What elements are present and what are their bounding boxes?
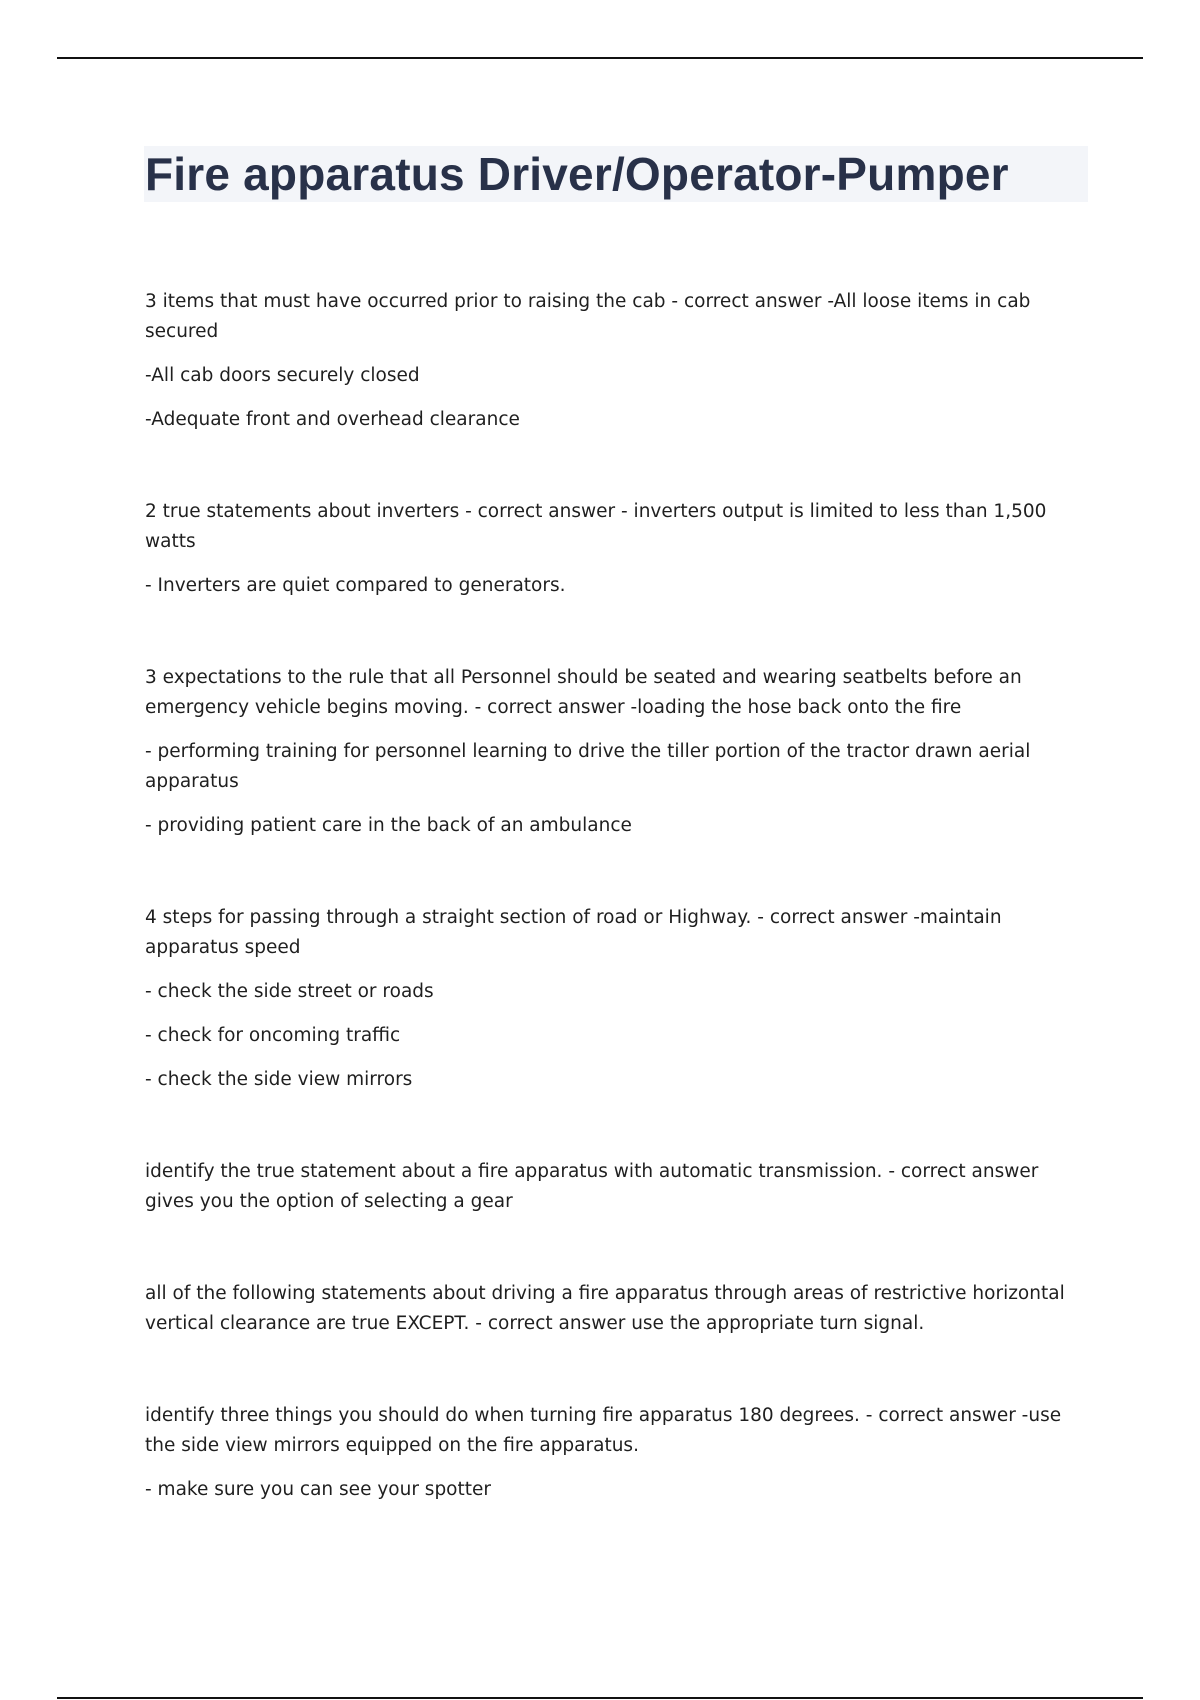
document-title: Fire apparatus Driver/Operator-Pumper bbox=[145, 148, 1009, 200]
qa-item bbox=[145, 1401, 1085, 1505]
qa-answer-line: -Adequate front and overhead clearance bbox=[145, 409, 520, 430]
document-body bbox=[145, 287, 1085, 1567]
qa-question-line: all of the following statements about driving a fire apparatus through areas of restrictive horizontal vertical clearance are true EXCEPT. - correct answer use the appropriate turn signal. bbox=[145, 1283, 1065, 1334]
qa-answer-line: - Inverters are quiet compared to generators. bbox=[145, 575, 566, 596]
qa-item bbox=[145, 1279, 1085, 1339]
qa-answer-line: - performing training for personnel learning to drive the tiller portion of the tractor drawn aerial apparatus bbox=[145, 741, 1031, 792]
qa-item bbox=[145, 903, 1085, 1095]
qa-answer-line: - check the side view mirrors bbox=[145, 1069, 413, 1090]
qa-question-line: identify the true statement about a fire apparatus with automatic transmission. - correct answer gives you the option of selecting a gear bbox=[145, 1161, 1039, 1212]
qa-question-line: 4 steps for passing through a straight section of road or Highway. - correct answer -maintain apparatus speed bbox=[145, 907, 1002, 958]
qa-answer-line: - providing patient care in the back of an ambulance bbox=[145, 815, 632, 836]
qa-answer-line: - check for oncoming traffic bbox=[145, 1025, 401, 1046]
qa-item bbox=[145, 663, 1085, 841]
qa-item bbox=[145, 497, 1085, 601]
qa-question-line: 2 true statements about inverters - correct answer - inverters output is limited to less than 1,500 watts bbox=[145, 501, 1047, 552]
qa-question-line: 3 expectations to the rule that all Personnel should be seated and wearing seatbelts before an emergency vehicle begins moving. - correct answer -loading the hose back onto the fire bbox=[145, 667, 1022, 718]
qa-answer-line: - check the side street or roads bbox=[145, 981, 434, 1002]
qa-question-line: 3 items that must have occurred prior to raising the cab - correct answer -All loose items in cab secured bbox=[145, 291, 1031, 342]
top-rule bbox=[57, 57, 1143, 59]
qa-item bbox=[145, 287, 1085, 435]
qa-item bbox=[145, 1157, 1085, 1217]
qa-answer-line: - make sure you can see your spotter bbox=[145, 1479, 491, 1500]
qa-question-line: identify three things you should do when turning fire apparatus 180 degrees. - correct answer -use the side view mirrors equipped on the fire apparatus. bbox=[145, 1405, 1062, 1456]
bottom-rule bbox=[57, 1697, 1143, 1699]
qa-answer-line: -All cab doors securely closed bbox=[145, 365, 420, 386]
